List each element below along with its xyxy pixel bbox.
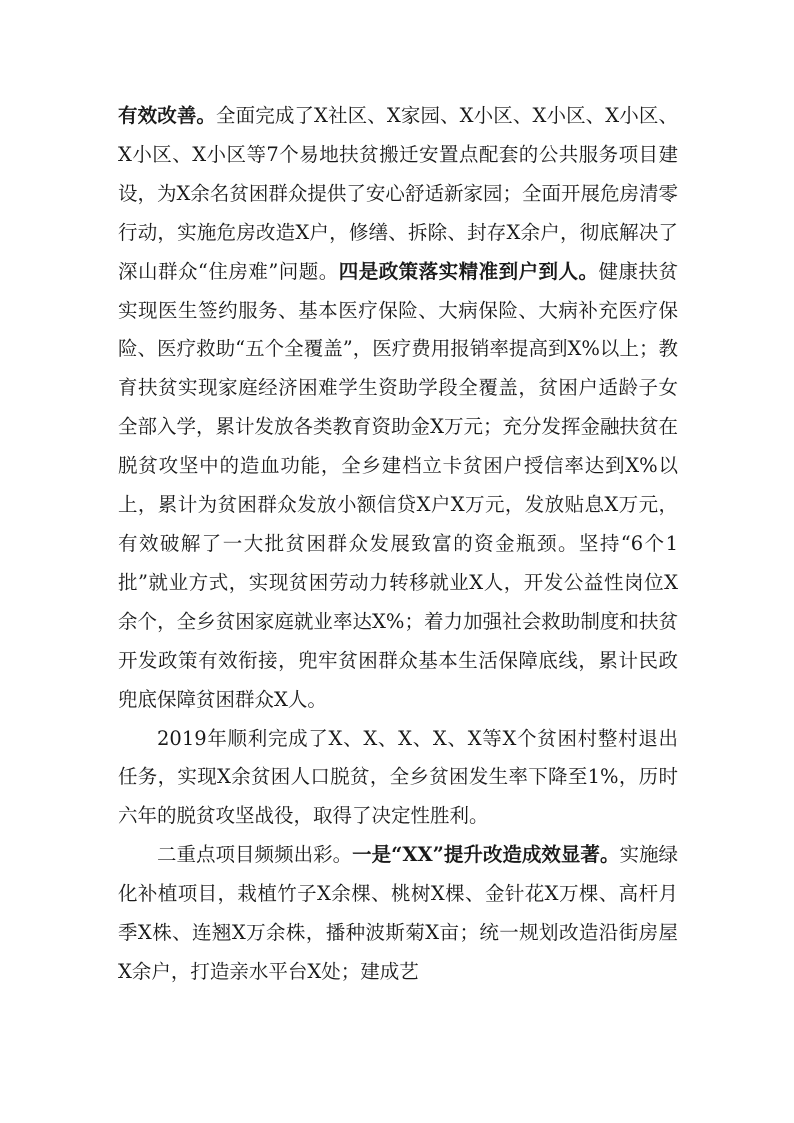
- bold-run: 一是“XX”提升改造成效显著。: [352, 843, 620, 867]
- text-run: 2019年顺利完成了X、X、X、X、X等X个贫困村整村退出任务，实现X余贫困人口脱贫，全乡贫困发生率下降至1%，历时六年的脱贫攻坚战役，取得了决定性胜利。: [118, 726, 678, 828]
- document-page: [118, 97, 678, 992]
- text-run: 健康扶贫实现医生签约服务、基本医疗保险、大病保险、大病补充医疗保险、医疗救助“五个全覆盖”，医疗费用报销率提高到X%以上；教育扶贫实现家庭经济困难学生资助学段全覆盖，贫困户适龄子女全部入学，累计发放各类教育资助金X万元；充分发挥金融扶贫在脱贫攻坚中的造血功能，全乡建档立卡贫困户授信率达到X%以上，累计为贫困群众发放小额信贷X户X万元，发放贴息X万元，有效破解了一大批贫困群众发展致富的资金瓶颈。坚持“6个1批”就业方式，实现贫困劳动力转移就业X人，开发公益性岗位X余个，全乡贫困家庭就业率达X%；着力加强社会救助制度和扶贫开发政策有效衔接，兜牢贫困群众基本生活保障底线，累计民政兜底保障贫困群众X人。: [118, 259, 678, 711]
- bold-run: 四是政策落实精准到户到人。: [338, 259, 599, 283]
- text-run: 全面完成了X社区、X家园、X小区、X小区、X小区、X小区、X小区等7个易地扶贫搬迁安置点配套的公共服务项目建设，为X余名贫困群众提供了安心舒适新家园；全面开展危房清零行动，实施危房改造X户，修缮、拆除、封存X余户，彻底解决了深山群众“住房难”问题。: [118, 104, 678, 283]
- paragraph-1: [118, 97, 678, 720]
- bold-run: 有效改善。: [118, 104, 217, 127]
- section-heading: 二重点项目频频出彩。: [157, 843, 353, 867]
- paragraph-3: [118, 836, 678, 992]
- paragraph-2: [118, 720, 678, 837]
- text-run: 实施绿化补植项目，栽植竹子X余棵、桃树X棵、金针花X万棵、高杆月季X株、连翘X万余株，播种波斯菊X亩；统一规划改造沿街房屋X余户，打造亲水平台X处；建成艺: [118, 843, 678, 983]
